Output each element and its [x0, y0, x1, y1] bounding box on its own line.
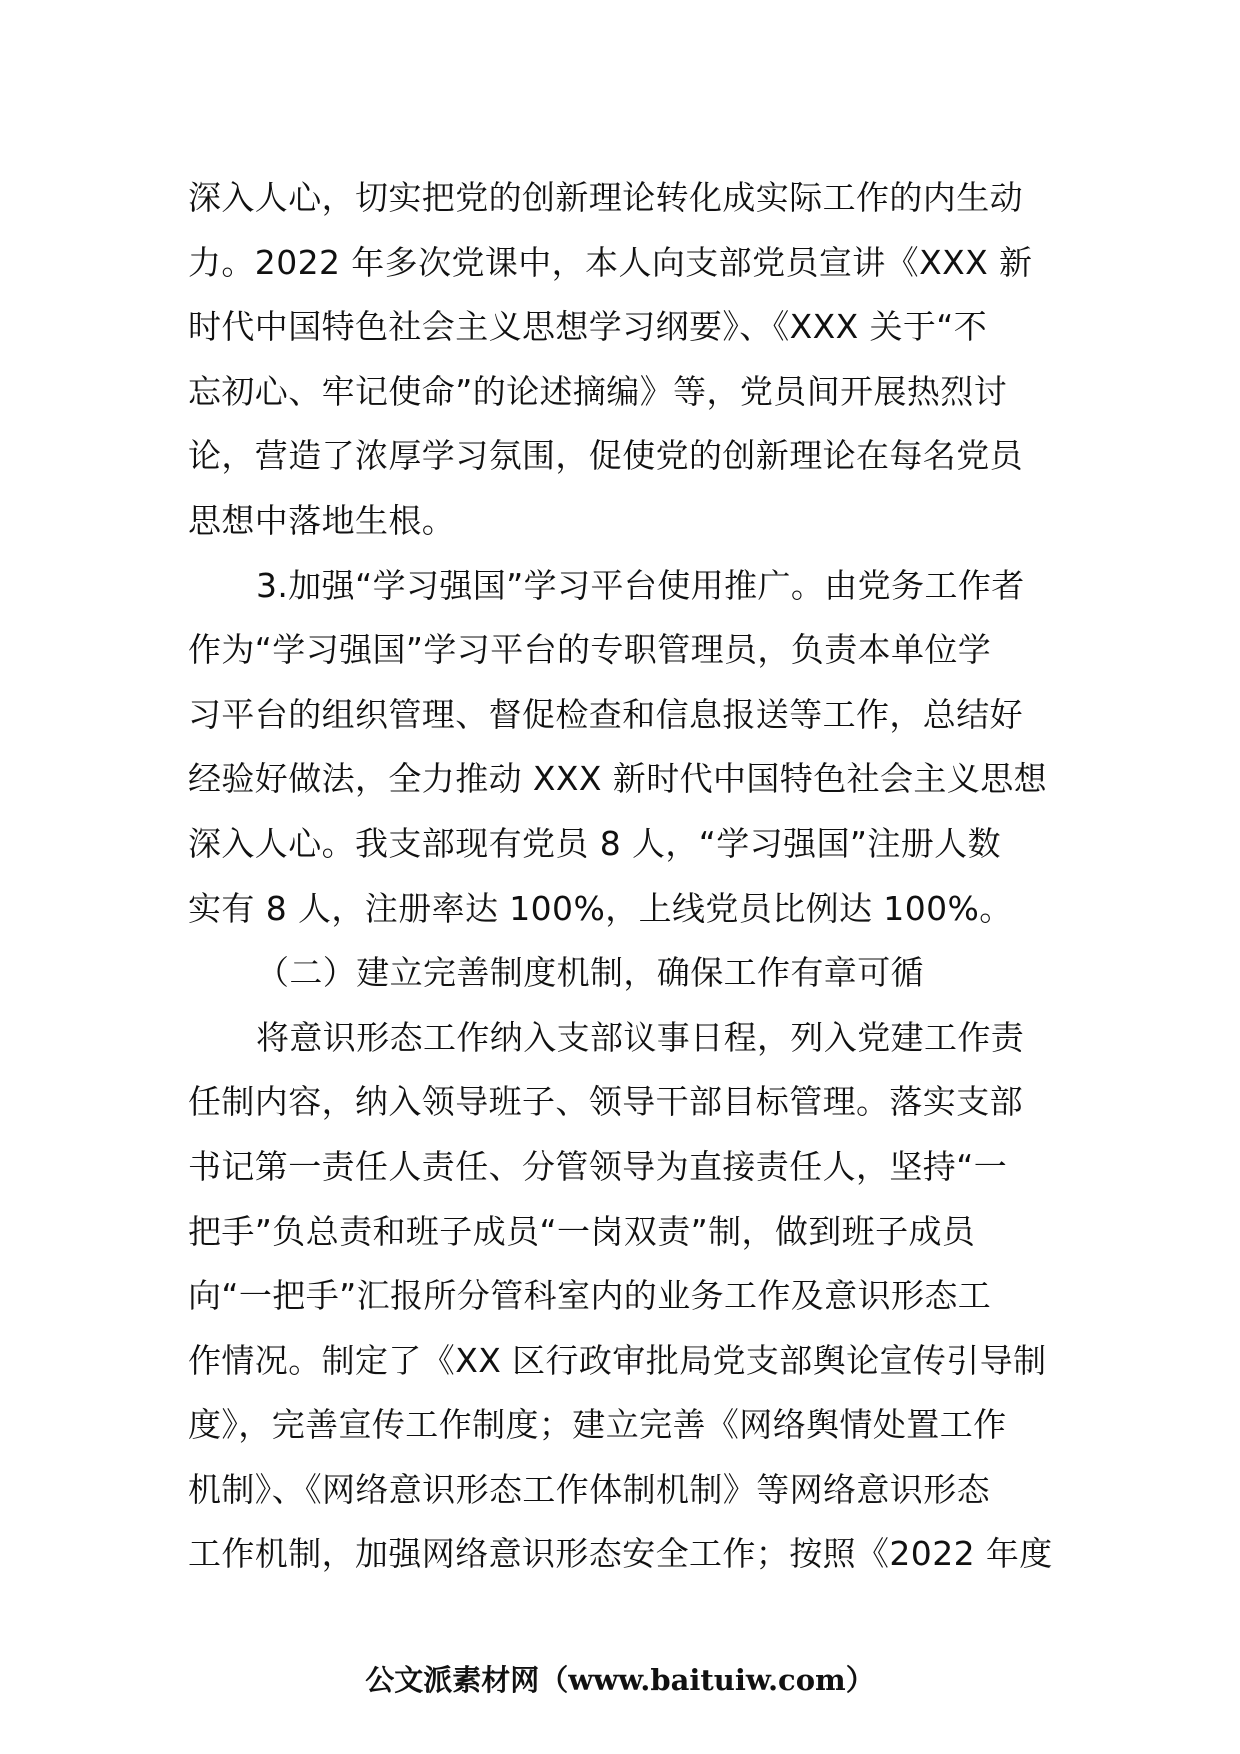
footer-watermark: 公文派素材网（www.baituiw.com）	[365, 1663, 875, 1697]
text-line: 深入人心，切实把党的创新理论转化成实际工作的内生动	[188, 178, 1023, 217]
text-line: 实有 8 人，注册率达 100%，上线党员比例达 100%。	[188, 888, 1013, 928]
text-line: 深入人心。我支部现有党员 8 人，“学习强国”注册人数	[188, 823, 1001, 863]
text-line: 论，营造了浓厚学习氛围，促使党的创新理论在每名党员	[188, 436, 1023, 476]
text-line: 作为“学习强国”学习平台的专职管理员，负责本单位学	[188, 630, 992, 670]
text-line: 把手”负总责和班子成员“一岗双责”制，做到班子成员	[188, 1211, 976, 1251]
section-heading: （二）建立完善制度机制，确保工作有章可循	[256, 953, 924, 993]
text-line: 忘初心、牢记使命”的论述摘编》等，党员间开展热烈讨	[188, 371, 1008, 411]
text-line: 书记第一责任人责任、分管领导为直接责任人，坚持“一	[188, 1146, 1008, 1186]
text-line: 向“一把手”汇报所分管科室内的业务工作及意识形态工	[188, 1276, 992, 1316]
text-line: 经验好做法，全力推动 XXX 新时代中国特色社会主义思想	[188, 759, 1048, 799]
text-line: 力。2022 年多次党课中，本人向支部党员宣讲《XXX 新	[188, 242, 1033, 282]
text-line: 度》，完善宣传工作制度；建立完善《网络舆情处置工作	[188, 1405, 1007, 1445]
text-line: 时代中国特色社会主义思想学习纲要》、《XXX 关于“不	[188, 307, 988, 347]
text-line: 习平台的组织管理、督促检查和信息报送等工作，总结好	[188, 694, 1023, 734]
text-line: 3.加强“学习强国”学习平台使用推广。由党务工作者	[256, 565, 1025, 605]
text-line: 工作机制，加强网络意识形态安全工作；按照《2022 年度	[188, 1534, 1053, 1574]
text-line: 思想中落地生根。	[188, 500, 456, 540]
text-line: 作情况。制定了《XX 区行政审批局党支部舆论宣传引导制	[188, 1340, 1047, 1380]
document-body	[188, 166, 1066, 1587]
text-line: 任制内容，纳入领导班子、领导干部目标管理。落实支部	[188, 1082, 1023, 1122]
text-line: 机制》、《网络意识形态工作体制机制》等网络意识形态	[188, 1469, 990, 1509]
text-line: 将意识形态工作纳入支部议事日程，列入党建工作责	[256, 1017, 1025, 1057]
